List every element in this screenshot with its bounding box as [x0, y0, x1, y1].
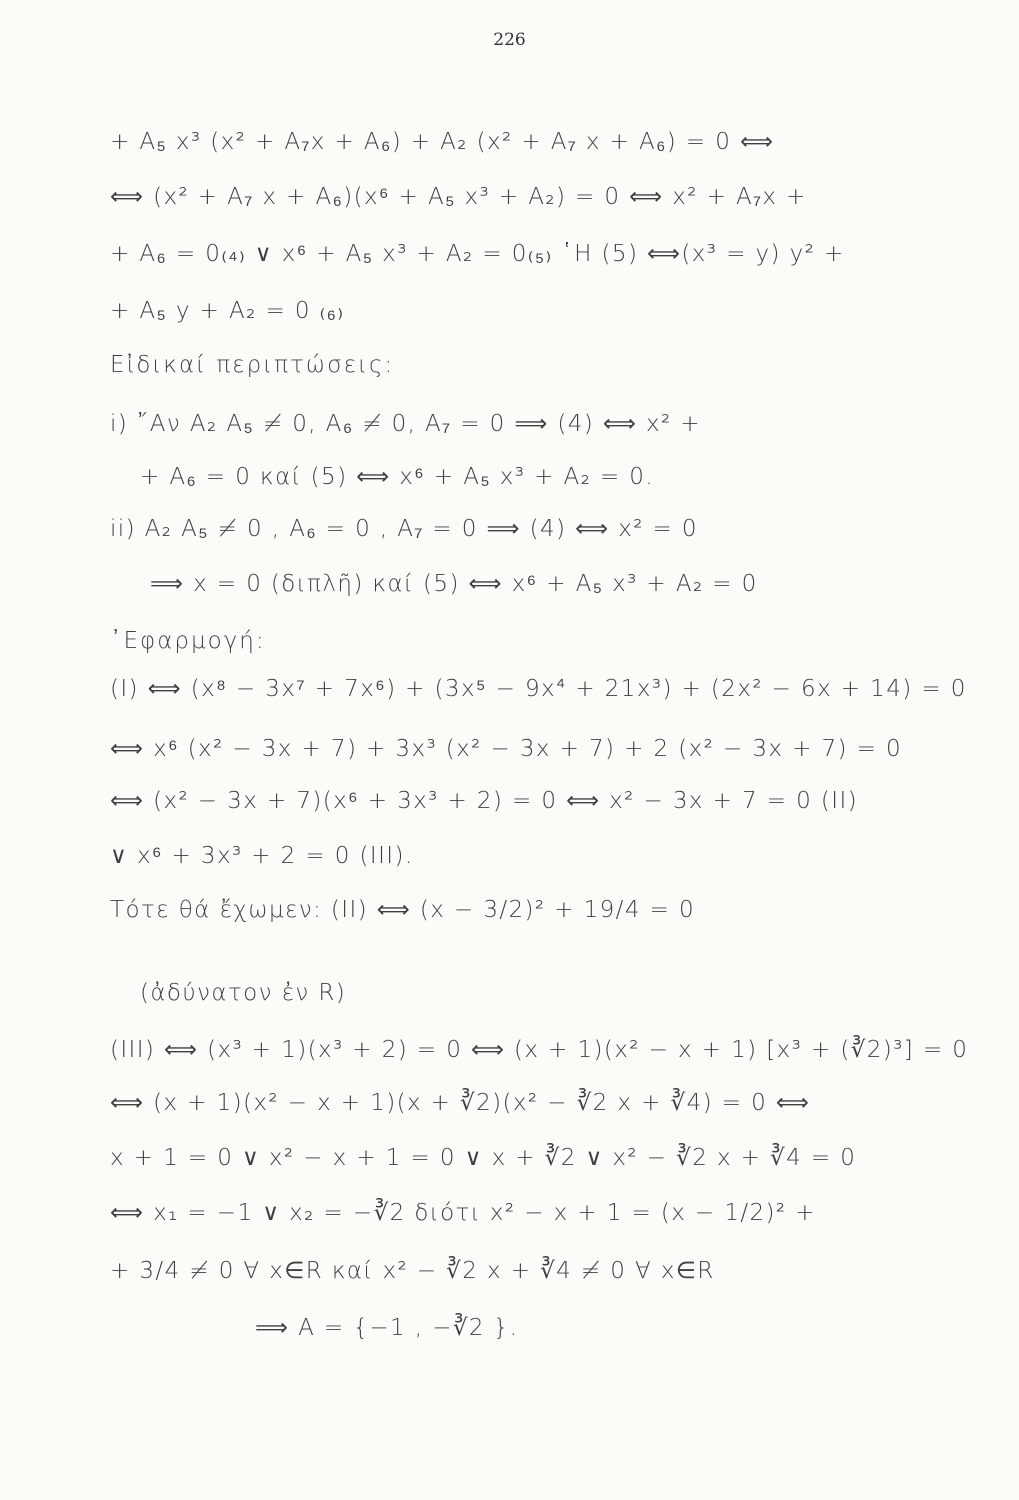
math-line: + A₆ = 0₍₄₎ ∨ x⁶ + A₅ x³ + A₂ = 0₍₅₎ ῾Η (5) ⟺(x³ = y) y² +: [110, 241, 845, 267]
math-line: (ἀδύνατον ἐν R): [140, 980, 347, 1006]
math-line: i) ῎Αν A₂ A₅ ≠ 0, A₆ ≠ 0, A₇ = 0 ⟹ (4) ⟺ x² +: [110, 411, 701, 437]
math-line: ⟺ (x + 1)(x² − x + 1)(x + ∛2)(x² − ∛2 x + ∛4) = 0 ⟺: [110, 1090, 811, 1116]
section-heading: Εἰδικαί περιπτώσεις:: [110, 352, 395, 378]
page-number: 226: [493, 30, 526, 50]
math-line: ⟺ (x² + A₇ x + A₆)(x⁶ + A₅ x³ + A₂) = 0 ⟺ x² + A₇x +: [110, 184, 807, 210]
math-line: ⟺ x⁶ (x² − 3x + 7) + 3x³ (x² − 3x + 7) + 2 (x² − 3x + 7) = 0: [110, 736, 903, 762]
math-line: ∨ x⁶ + 3x³ + 2 = 0 (III).: [110, 843, 414, 869]
math-line: + A₆ = 0 καί (5) ⟺ x⁶ + A₅ x³ + A₂ = 0.: [140, 464, 655, 490]
math-line: (III) ⟺ (x³ + 1)(x³ + 2) = 0 ⟺ (x + 1)(x² − x + 1) [x³ + (∛2)³] = 0: [110, 1037, 969, 1063]
math-line: Τότε θά ἔχωμεν: (II) ⟺ (x − 3/2)² + 19/4 = 0: [110, 897, 695, 923]
math-line: ⟺ (x² − 3x + 7)(x⁶ + 3x³ + 2) = 0 ⟺ x² − 3x + 7 = 0 (II): [110, 788, 859, 814]
math-line: ii) A₂ A₅ ≠ 0 , A₆ = 0 , A₇ = 0 ⟹ (4) ⟺ x² = 0: [110, 516, 698, 542]
math-line: ⟹ A = {−1 , −∛2 }.: [255, 1315, 519, 1341]
math-line: ⟺ x₁ = −1 ∨ x₂ = −∛2 διότι x² − x + 1 = (x − 1/2)² +: [110, 1200, 816, 1226]
math-line: + 3/4 ≠ 0 ∀ x∈R καί x² − ∛2 x + ∛4 ≠ 0 ∀ x∈R: [110, 1258, 715, 1284]
math-line: (I) ⟺ (x⁸ − 3x⁷ + 7x⁶) + (3x⁵ − 9x⁴ + 21x³) + (2x² − 6x + 14) = 0: [110, 676, 967, 702]
math-line: + A₅ x³ (x² + A₇x + A₆) + A₂ (x² + A₇ x + A₆) = 0 ⟺: [110, 129, 775, 155]
math-line: ⟹ x = 0 (διπλῆ) καί (5) ⟺ x⁶ + A₅ x³ + A₂ = 0: [150, 571, 758, 597]
math-line: x + 1 = 0 ∨ x² − x + 1 = 0 ∨ x + ∛2 ∨ x² − ∛2 x + ∛4 = 0: [110, 1145, 857, 1171]
section-heading: ᾿Εφαρμογή:: [110, 628, 266, 654]
math-line: + A₅ y + A₂ = 0 ₍₆₎: [110, 298, 345, 324]
